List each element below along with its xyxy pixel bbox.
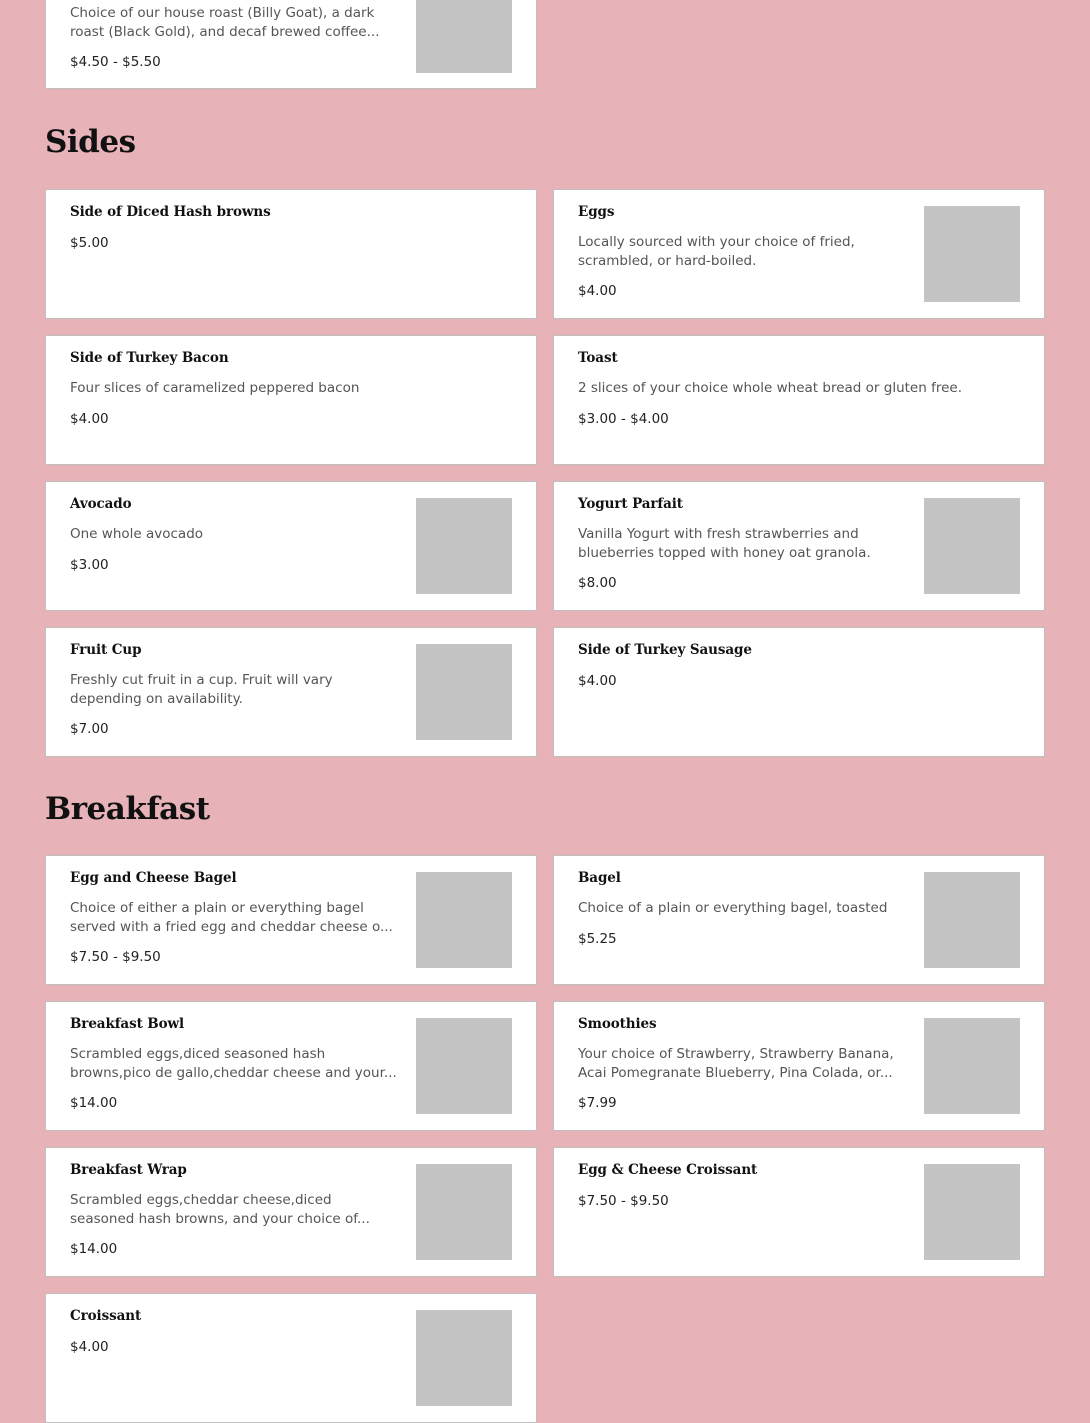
item-price: $5.25 (578, 931, 617, 947)
menu-item-card[interactable] (553, 189, 1045, 319)
menu-item-card[interactable] (45, 335, 537, 465)
item-name: Fruit Cup (70, 642, 142, 658)
item-name: Side of Diced Hash browns (70, 204, 271, 220)
item-image-placeholder (924, 872, 1020, 968)
item-price: $4.00 (70, 411, 109, 427)
menu-item-card[interactable] (553, 481, 1045, 611)
item-image-placeholder (924, 498, 1020, 594)
menu-item-card[interactable] (45, 627, 537, 757)
item-image-placeholder (416, 1164, 512, 1260)
item-name: Egg & Cheese Croissant (578, 1162, 758, 1178)
menu-item-card[interactable] (45, 481, 537, 611)
item-price: $7.50 - $9.50 (70, 949, 161, 965)
item-price: $7.99 (578, 1095, 617, 1111)
item-price: $4.00 (578, 283, 617, 299)
item-description: Locally sourced with your choice of fried, scrambled, or hard-boiled. (578, 234, 855, 269)
menu-item-card[interactable] (45, 189, 537, 319)
item-description: Choice of either a plain or everything bagel served with a fried egg and cheddar cheese o... (70, 900, 393, 935)
item-description: Your choice of Strawberry, Strawberry Banana, Acai Pomegranate Blueberry, Pina Colada, or... (578, 1046, 894, 1081)
item-price: $4.00 (578, 673, 617, 689)
menu-item-card[interactable] (45, 1147, 537, 1277)
menu-item-card[interactable] (45, 1293, 537, 1423)
item-name: Side of Turkey Bacon (70, 350, 229, 366)
item-name: Side of Turkey Sausage (578, 642, 752, 658)
item-price: $3.00 (70, 557, 109, 573)
item-image-placeholder (924, 1018, 1020, 1114)
item-image-placeholder (416, 644, 512, 740)
item-price: $4.00 (70, 1339, 109, 1355)
menu-item-card[interactable] (45, 1001, 537, 1131)
item-description: Choice of our house roast (Billy Goat), a dark roast (Black Gold), and decaf brewed coffee... (70, 5, 380, 40)
item-price: $8.00 (578, 575, 617, 591)
item-description: One whole avocado (70, 526, 204, 542)
item-price: $7.00 (70, 721, 109, 737)
item-name: Breakfast Bowl (70, 1016, 185, 1032)
item-name: Eggs (578, 204, 615, 220)
item-description: Vanilla Yogurt with fresh strawberries and blueberries topped with honey oat granola. (578, 526, 871, 561)
item-name: Breakfast Wrap (70, 1162, 187, 1178)
item-name: Avocado (70, 496, 132, 512)
menu-item-card[interactable] (45, 855, 537, 985)
item-description: Scrambled eggs,diced seasoned hash browns,pico de gallo,cheddar cheese and your... (70, 1046, 397, 1081)
item-price: $4.50 - $5.50 (70, 54, 161, 70)
menu-item-card[interactable] (553, 1001, 1045, 1131)
item-price: $7.50 - $9.50 (578, 1193, 669, 1209)
item-name: Toast (578, 350, 618, 366)
item-image-placeholder (416, 498, 512, 594)
item-price: $14.00 (70, 1241, 118, 1257)
item-image-placeholder (416, 1310, 512, 1406)
section-title-sides: Sides (45, 124, 136, 160)
item-image-placeholder (924, 206, 1020, 302)
item-name: Yogurt Parfait (578, 496, 683, 512)
item-image-placeholder (924, 1164, 1020, 1260)
item-image-placeholder (416, 872, 512, 968)
item-name: Smoothies (578, 1016, 657, 1032)
item-price: $5.00 (70, 235, 109, 251)
menu-item-card[interactable] (553, 627, 1045, 757)
item-description: Freshly cut fruit in a cup. Fruit will vary depending on availability. (70, 672, 333, 707)
item-price: $3.00 - $4.00 (578, 411, 669, 427)
menu-item-card[interactable] (553, 1147, 1045, 1277)
section-title-breakfast: Breakfast (45, 791, 210, 827)
item-name: Croissant (70, 1308, 142, 1324)
item-description: Choice of a plain or everything bagel, toasted (578, 900, 888, 916)
item-name: Bagel (578, 870, 621, 886)
item-image-placeholder (416, 1018, 512, 1114)
menu-item-card-brewed-coffee[interactable] (45, 0, 537, 89)
item-name: Egg and Cheese Bagel (70, 870, 237, 886)
item-description: Four slices of caramelized peppered bacon (70, 380, 360, 396)
item-description: Scrambled eggs,cheddar cheese,diced seasoned hash browns, and your choice of... (70, 1192, 370, 1227)
menu-item-card[interactable] (553, 855, 1045, 985)
item-image-placeholder (416, 0, 512, 73)
item-price: $14.00 (70, 1095, 118, 1111)
menu-item-card[interactable] (553, 335, 1045, 465)
item-description: 2 slices of your choice whole wheat bread or gluten free. (578, 380, 962, 396)
